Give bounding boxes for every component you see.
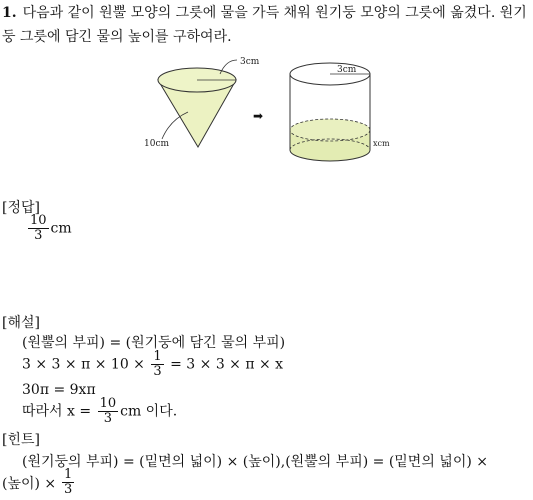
answer-denominator: 3 [34, 228, 43, 243]
hint-numerator: 1 [64, 467, 73, 482]
answer-fraction [28, 214, 49, 243]
answer-numerator: 10 [30, 213, 47, 228]
result-denominator: 3 [103, 411, 112, 426]
hint-fraction [62, 468, 74, 497]
problem-number: 1. [2, 5, 17, 21]
hint-line-1: (원기둥의 부피) = (밑면의 넓이) × (높이),(원뿔의 부피) = (밑면의 넓이) × [22, 454, 488, 470]
result-fraction [98, 397, 119, 426]
conclusion-left: 따라서 x = [22, 403, 92, 420]
result-numerator: 10 [99, 396, 117, 411]
explanation-line-4 [22, 397, 177, 426]
hint-denominator: 3 [64, 482, 73, 497]
explanation-line-3: 30π = 9xπ [22, 382, 96, 398]
explanation-line-1: (원뿔의 부피) = (원기둥에 담긴 물의 부피) [22, 335, 286, 351]
hint-line-2: (높이) × [2, 476, 57, 492]
cylinder-radius-label: 3cm [337, 65, 357, 75]
explanation-title: [해설] [2, 315, 40, 331]
answer-unit: cm [50, 220, 72, 237]
hint-title: [힌트] [2, 432, 40, 448]
equation-left: 3 × 3 × π × 10 × [22, 356, 145, 373]
one-third-fraction [151, 350, 163, 379]
explanation-line-2 [22, 350, 283, 379]
conclusion-right: cm 이다. [120, 403, 178, 420]
cylinder-water-surface [290, 119, 370, 141]
cone-cylinder-figure [140, 54, 400, 172]
problem-statement [2, 1, 532, 49]
answer-value [26, 214, 72, 243]
answer-title: [정답] [2, 200, 40, 216]
hint-body [2, 451, 532, 495]
fraction-denominator: 3 [153, 364, 162, 379]
cylinder-height-label: xcm [373, 139, 390, 148]
cone-height-label: 10cm [144, 139, 170, 149]
equation-right: = 3 × 3 × π × x [170, 356, 284, 373]
cone-radius-label: 3cm [240, 57, 260, 67]
transfer-arrow: ➡ [253, 109, 264, 123]
problem-text: 다음과 같이 원뿔 모양의 그릇에 물을 가득 채워 원기둥 모양의 그릇에 옮겼다. 원기둥 그릇에 담긴 물의 높이를 구하여라. [2, 5, 527, 45]
fraction-numerator: 1 [153, 349, 162, 364]
